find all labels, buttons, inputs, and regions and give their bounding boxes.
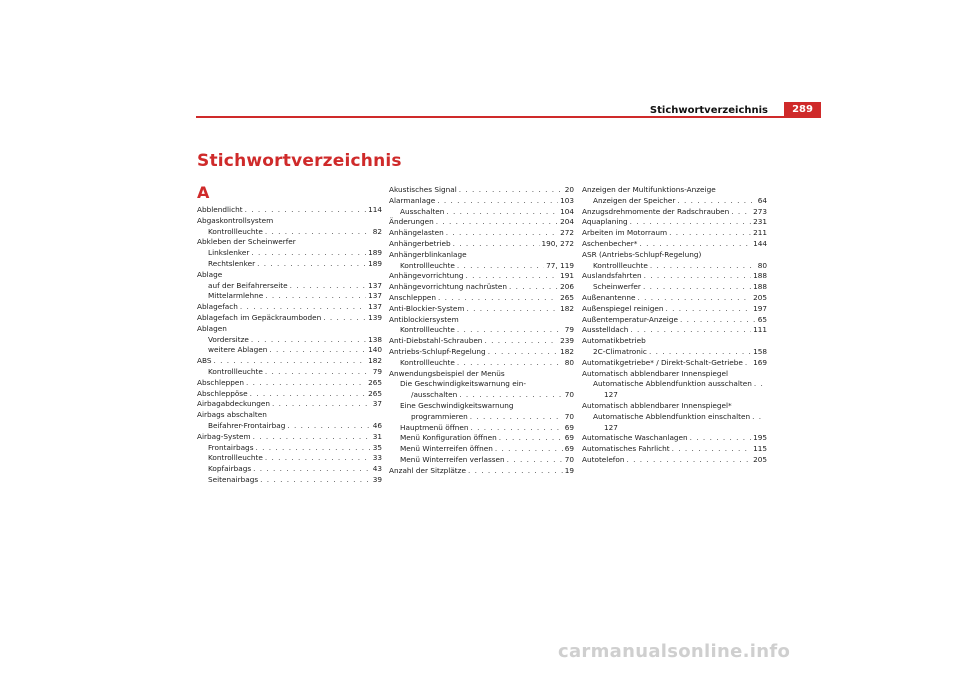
entry-page-number: 265 <box>368 377 382 387</box>
entry-page-number: 137 <box>368 302 382 312</box>
index-heading: Ablage <box>197 269 223 279</box>
index-heading: Eine Geschwindigkeitswarnung <box>400 400 514 410</box>
entry-page-number: 182 <box>560 346 574 356</box>
entry-term: weitere Ablagen <box>208 345 268 355</box>
entry-page-number: 19 <box>564 465 574 475</box>
dot-leader <box>630 325 751 336</box>
dot-leader <box>638 293 752 304</box>
entry-page-number: 195 <box>753 433 767 443</box>
dot-leader <box>754 379 765 390</box>
index-entry <box>197 378 382 389</box>
index-entry <box>197 421 382 432</box>
index-entry <box>582 228 767 239</box>
index-entry <box>389 304 574 315</box>
entry-term: /ausschalten <box>411 390 458 400</box>
entry-page-number: 70 <box>564 390 574 400</box>
entry-page-number: 144 <box>753 238 767 248</box>
dot-leader <box>468 466 563 477</box>
entry-page-number: 273 <box>753 206 767 216</box>
dot-leader <box>272 399 371 410</box>
entry-term: Vordersitze <box>208 334 249 344</box>
dot-leader <box>246 378 366 389</box>
entry-page-number: 137 <box>368 280 382 290</box>
index-entry <box>197 432 382 443</box>
entry-page-number: 158 <box>753 346 767 356</box>
entry-term: Antriebs-Schlupf-Regelung <box>389 346 486 356</box>
entry-term: Anschleppen <box>389 292 436 302</box>
entry-page-number: 69 <box>564 422 574 432</box>
entry-term: Ausstelldach <box>582 325 629 335</box>
index-entry <box>582 315 767 326</box>
index-entry <box>389 358 574 369</box>
dot-leader <box>466 271 559 282</box>
entry-term: Arbeiten im Motorraum <box>582 228 668 238</box>
entry-page-number: 189 <box>368 258 382 268</box>
dot-leader <box>245 205 366 216</box>
entry-page-number: 265 <box>560 292 574 302</box>
dot-leader <box>470 412 563 423</box>
index-heading: Automatisch abblendbarer Innenspiegel* <box>582 400 732 410</box>
index-entry <box>582 304 767 315</box>
dot-leader <box>509 282 558 293</box>
entry-term: Automatikgetriebe* / Direkt-Schalt-Getriebe <box>582 357 743 367</box>
index-entry <box>389 390 574 401</box>
index-heading: Automatisch abblendbarer Innenspiegel <box>582 368 729 378</box>
entry-term: Anzugsdrehmomente der Radschrauben <box>582 206 730 216</box>
entry-term: programmieren <box>411 411 468 421</box>
dot-leader <box>672 444 751 455</box>
dot-leader <box>495 444 563 455</box>
index-column-3 <box>582 185 767 466</box>
watermark: carmanualsonline.info <box>558 641 791 662</box>
entry-term: Anti-Blockier-System <box>389 303 465 313</box>
running-header-title: Stichwortverzeichnis <box>649 105 768 116</box>
entry-page-number: 137 <box>368 291 382 301</box>
dot-leader <box>467 304 559 315</box>
entry-term: Kontrollleuchte <box>400 325 455 335</box>
dot-leader <box>457 358 563 369</box>
dot-leader <box>745 358 751 369</box>
index-heading: Abgaskontrollsystem <box>197 215 274 225</box>
entry-page-number: 46 <box>372 420 382 430</box>
index-entry <box>389 444 574 455</box>
dot-leader <box>437 196 558 207</box>
index-entry <box>389 336 574 347</box>
dot-leader <box>457 325 563 336</box>
index-entry <box>197 205 382 216</box>
entry-page-number: 188 <box>753 282 767 292</box>
entry-term: ABS <box>197 356 212 366</box>
index-entry <box>389 433 574 444</box>
entry-page-number: 205 <box>753 292 767 302</box>
index-entry <box>389 261 574 272</box>
entry-term: Autotelefon <box>582 454 625 464</box>
entry-page-number: 182 <box>368 356 382 366</box>
entry-page-number: 138 <box>368 334 382 344</box>
page-number-badge: 289 <box>784 102 821 118</box>
entry-page-number: 140 <box>368 345 382 355</box>
entry-term: Kontrollleuchte <box>400 260 455 270</box>
index-heading: Airbags abschalten <box>197 410 267 420</box>
header-rule <box>196 116 821 118</box>
entry-term: Anzeigen der Speicher <box>593 195 676 205</box>
dot-leader <box>488 347 558 358</box>
index-entry <box>389 185 574 196</box>
entry-page-number: 231 <box>753 217 767 227</box>
entry-page-number: 190, 272 <box>541 238 574 248</box>
index-entry <box>582 433 767 444</box>
dot-leader <box>459 390 562 401</box>
entry-term: Automatisches Fahrlicht <box>582 444 670 454</box>
entry-term: Abschleppöse <box>197 388 248 398</box>
entry-page-number: 20 <box>564 185 574 194</box>
entry-term: Kontrollleuchte <box>208 453 263 463</box>
dot-leader <box>507 455 563 466</box>
dot-leader <box>731 207 751 218</box>
entry-page-number: 104 <box>560 206 574 216</box>
entry-term: Scheinwerfer <box>593 282 641 292</box>
dot-leader <box>240 302 366 313</box>
entry-term: Änderungen <box>389 217 434 227</box>
index-page-ref: 127 <box>604 390 618 400</box>
index-entry <box>582 207 767 218</box>
index-entry <box>197 475 382 486</box>
entry-term: Automatische Waschanlagen <box>582 433 688 443</box>
entry-page-number: 182 <box>560 303 574 313</box>
dot-leader <box>626 455 751 466</box>
entry-page-number: 239 <box>560 336 574 346</box>
index-entry <box>582 347 767 358</box>
index-entry <box>197 356 382 367</box>
index-heading: Antiblockiersystem <box>389 314 459 324</box>
index-column-1 <box>197 185 382 486</box>
index-entry <box>197 464 382 475</box>
entry-page-number: 70 <box>564 411 574 421</box>
index-entry <box>197 313 382 324</box>
dot-leader <box>265 453 371 464</box>
entry-term: Kopfairbags <box>208 464 252 474</box>
index-entry <box>197 443 382 454</box>
dot-leader <box>265 367 371 378</box>
entry-term: Airbag-System <box>197 431 251 441</box>
dot-leader <box>453 239 540 250</box>
dot-leader <box>260 475 371 486</box>
entry-term: Anhängevorrichtung <box>389 271 464 281</box>
index-entry <box>389 207 574 218</box>
dot-leader <box>649 347 751 358</box>
entry-page-number: 197 <box>753 303 767 313</box>
entry-term: Auslandsfahrten <box>582 271 642 281</box>
index-entry <box>582 379 767 390</box>
dot-leader <box>752 412 765 423</box>
dot-leader <box>438 293 558 304</box>
entry-page-number: 111 <box>753 325 767 335</box>
index-column-2 <box>389 185 574 477</box>
index-entry <box>389 347 574 358</box>
index-entry <box>582 271 767 282</box>
dot-leader <box>669 228 751 239</box>
index-entry <box>389 293 574 304</box>
entry-term: Kontrollleuchte <box>208 226 263 236</box>
dot-leader <box>265 291 366 302</box>
dot-leader <box>499 433 563 444</box>
dot-leader <box>287 421 370 432</box>
entry-term: Abblendlicht <box>197 205 243 214</box>
index-entry <box>582 282 767 293</box>
entry-page-number: 191 <box>560 271 574 281</box>
index-entry <box>389 217 574 228</box>
entry-page-number: 69 <box>564 433 574 443</box>
index-entry <box>197 281 382 292</box>
dot-leader <box>446 228 558 239</box>
entry-term: Anhängerbetrieb <box>389 238 451 248</box>
entry-page-number: 79 <box>564 325 574 335</box>
entry-term: Anti-Diebstahl-Schrauben <box>389 336 483 346</box>
section-letter: A <box>197 183 210 202</box>
dot-leader <box>690 433 751 444</box>
entry-term: Außenspiegel reinigen <box>582 303 664 313</box>
dot-leader <box>253 432 371 443</box>
index-entry <box>197 248 382 259</box>
index-entry <box>582 293 767 304</box>
index-entry <box>582 358 767 369</box>
index-heading: Anhängerblinkanlage <box>389 249 467 259</box>
entry-page-number: 139 <box>368 312 382 322</box>
entry-term: Anhängelasten <box>389 228 444 238</box>
index-heading: Die Geschwindigkeitswarnung ein- <box>400 379 527 389</box>
entry-page-number: 204 <box>560 217 574 227</box>
dot-leader <box>484 336 558 347</box>
entry-page-number: 169 <box>753 357 767 367</box>
entry-term: Anzahl der Sitzplätze <box>389 465 466 475</box>
index-entry <box>389 239 574 250</box>
entry-page-number: 33 <box>372 453 382 463</box>
index-entry <box>389 271 574 282</box>
index-entry <box>582 196 767 207</box>
entry-page-number: 206 <box>560 282 574 292</box>
entry-page-number: 39 <box>372 474 382 484</box>
dot-leader <box>446 207 558 218</box>
index-entry <box>582 239 767 250</box>
index-entry <box>197 227 382 238</box>
index-entry <box>197 335 382 346</box>
dot-leader <box>256 443 371 454</box>
dot-leader <box>269 345 366 356</box>
entry-page-number: 188 <box>753 271 767 281</box>
entry-term: Menü Winterreifen öffnen <box>400 444 493 454</box>
entry-page-number: 79 <box>372 366 382 376</box>
index-entry <box>197 367 382 378</box>
dot-leader <box>250 389 366 400</box>
dot-leader <box>265 227 371 238</box>
dot-leader <box>677 196 755 207</box>
entry-term: Menü Winterreifen verlassen <box>400 454 505 464</box>
entry-term: auf der Beifahrerseite <box>208 280 288 290</box>
dot-leader <box>436 217 558 228</box>
entry-page-number: 103 <box>560 195 574 205</box>
entry-term: Kontrollleuchte <box>593 260 648 270</box>
entry-page-number: 31 <box>372 431 382 441</box>
dot-leader <box>666 304 752 315</box>
entry-term: Seitenairbags <box>208 474 259 484</box>
entry-term: Ausschalten <box>400 206 445 216</box>
index-heading: Anzeigen der Multifunktions-Anzeige <box>582 185 716 194</box>
entry-page-number: 272 <box>560 228 574 238</box>
entry-term: Ablagefach <box>197 302 238 312</box>
entry-page-number: 64 <box>757 195 767 205</box>
entry-term: Rechtslenker <box>208 258 256 268</box>
dot-leader <box>290 281 366 292</box>
entry-page-number: 189 <box>368 248 382 258</box>
entry-page-number: 37 <box>372 399 382 409</box>
index-entry <box>582 455 767 466</box>
index-entry <box>582 217 767 228</box>
entry-term: Ablagefach im Gepäckraumboden <box>197 312 322 322</box>
index-heading: Anwendungsbeispiel der Menüs <box>389 368 505 378</box>
index-entry <box>389 228 574 239</box>
index-entry <box>197 259 382 270</box>
entry-page-number: 211 <box>753 228 767 238</box>
entry-term: Kontrollleuchte <box>400 357 455 367</box>
entry-page-number: 77, 119 <box>546 260 574 270</box>
entry-term: Anhängevorrichtung nachrüsten <box>389 282 507 292</box>
index-page-ref: 127 <box>604 422 618 432</box>
entry-term: Akustisches Signal <box>389 185 457 194</box>
dot-leader <box>643 282 751 293</box>
dot-leader <box>457 261 544 272</box>
entry-page-number: 115 <box>753 444 767 454</box>
index-heading: Ablagen <box>197 323 227 333</box>
dot-leader <box>251 335 366 346</box>
dot-leader <box>680 315 756 326</box>
entry-term: Alarmanlage <box>389 195 436 205</box>
index-entry <box>389 412 574 423</box>
index-heading: Abkleben der Scheinwerfer <box>197 237 296 247</box>
entry-page-number: 65 <box>757 314 767 324</box>
dot-leader <box>257 259 366 270</box>
entry-term: 2C-Climatronic <box>593 346 647 356</box>
dot-leader <box>470 423 562 434</box>
dot-leader <box>639 239 751 250</box>
dot-leader <box>214 356 367 367</box>
entry-term: Menü Konfiguration öffnen <box>400 433 497 443</box>
index-entry <box>582 412 767 423</box>
index-entry <box>197 291 382 302</box>
entry-term: Kontrollleuchte <box>208 366 263 376</box>
index-entry <box>389 455 574 466</box>
dot-leader <box>644 271 751 282</box>
index-entry <box>582 444 767 455</box>
entry-term: Außenantenne <box>582 292 636 302</box>
index-entry <box>389 423 574 434</box>
index-entry <box>197 302 382 313</box>
entry-page-number: 205 <box>753 454 767 464</box>
entry-term: Abschleppen <box>197 377 244 387</box>
index-entry <box>197 399 382 410</box>
index-entry <box>582 261 767 272</box>
entry-term: Außentemperatur-Anzeige <box>582 314 678 324</box>
entry-term: Automatische Abblendfunktion einschalten <box>593 411 751 421</box>
dot-leader <box>630 217 751 228</box>
entry-page-number: 35 <box>372 442 382 452</box>
dot-leader <box>253 464 371 475</box>
dot-leader <box>323 313 366 324</box>
entry-term: Airbagabdeckungen <box>197 399 270 409</box>
index-entry <box>389 466 574 477</box>
index-entry <box>197 345 382 356</box>
index-entry <box>389 325 574 336</box>
entry-page-number: 82 <box>372 226 382 236</box>
entry-page-number: 80 <box>564 357 574 367</box>
entry-term: Linkslenker <box>208 248 250 258</box>
index-entry <box>389 282 574 293</box>
entry-term: Aschenbecher* <box>582 238 638 248</box>
entry-page-number: 70 <box>564 454 574 464</box>
index-heading: ASR (Antriebs-Schlupf-Regelung) <box>582 249 702 259</box>
entry-term: Beifahrer-Frontairbag <box>208 420 286 430</box>
entry-page-number: 69 <box>564 444 574 454</box>
dot-leader <box>251 248 366 259</box>
index-entry <box>197 453 382 464</box>
dot-leader <box>459 185 563 196</box>
entry-term: Mittelarmlehne <box>208 291 264 301</box>
entry-term: Frontairbags <box>208 442 254 452</box>
entry-page-number: 43 <box>372 464 382 474</box>
entry-page-number: 114 <box>368 205 382 214</box>
index-entry <box>197 389 382 400</box>
dot-leader <box>650 261 756 272</box>
entry-page-number: 265 <box>368 388 382 398</box>
page-title: Stichwortverzeichnis <box>197 151 402 171</box>
entry-term: Hauptmenü öffnen <box>400 422 469 432</box>
entry-page-number: 80 <box>757 260 767 270</box>
index-heading: Automatikbetrieb <box>582 336 646 346</box>
entry-term: Automatische Abblendfunktion ausschalten <box>593 379 752 389</box>
index-entry <box>582 325 767 336</box>
entry-term: Aquaplaning <box>582 217 628 227</box>
index-entry <box>389 196 574 207</box>
